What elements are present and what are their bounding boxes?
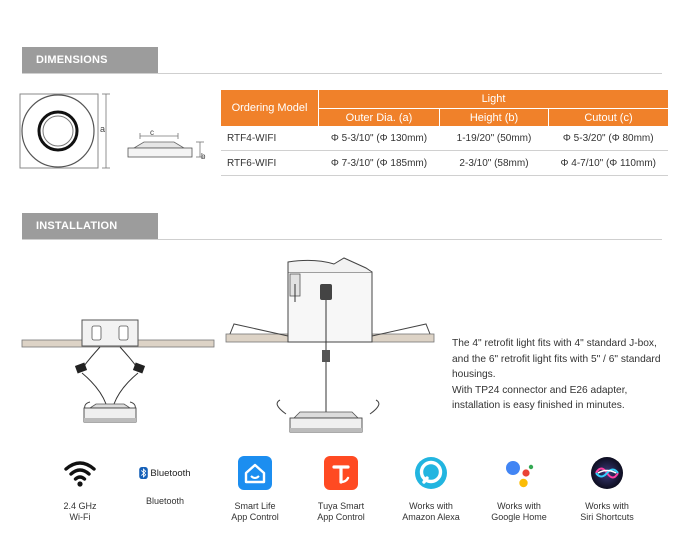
siri-icon — [590, 456, 624, 490]
installation-section-title: INSTALLATION — [22, 213, 158, 239]
dimension-c-label: c — [150, 128, 154, 137]
feature-label: Smart Life App Control — [231, 501, 279, 522]
google-assistant-icon — [502, 456, 536, 490]
installation-divider — [22, 239, 662, 240]
cell-model: RTF4-WIFI — [221, 126, 319, 151]
installation-text-2: With TP24 connector and E26 adapter, installation is easy finished in minutes. — [452, 384, 628, 411]
cell-model: RTF6-WIFI — [221, 151, 319, 176]
cell-height: 1-19/20" (50mm) — [440, 126, 549, 151]
alexa-icon — [414, 456, 448, 490]
cell-outer: Φ 7-3/10" (Φ 185mm) — [319, 151, 440, 176]
features-row — [40, 456, 660, 536]
dimensions-table — [221, 90, 668, 176]
table-row — [221, 151, 668, 176]
smart-life-app-icon — [238, 456, 272, 490]
dimensions-divider — [22, 73, 662, 74]
col-group-light: Light — [319, 90, 669, 109]
installation-description — [452, 336, 672, 414]
feature-tuya — [296, 456, 386, 523]
cell-outer: Φ 5-3/10" (Φ 130mm) — [319, 126, 440, 151]
wifi-icon — [63, 456, 97, 490]
dimensions-section-title: DIMENSIONS — [22, 47, 158, 73]
side-view-drawing — [122, 130, 212, 170]
feature-label: Works with Amazon Alexa — [402, 501, 460, 522]
dimension-a-label: a — [100, 124, 106, 134]
jbox-installation-drawing — [20, 318, 218, 428]
feature-siri — [562, 456, 652, 523]
col-cutout: Cutout (c) — [549, 109, 669, 127]
feature-label: Bluetooth — [145, 496, 185, 506]
feature-label: Tuya Smart App Control — [317, 501, 365, 522]
installation-text-1: The 4" retrofit light fits with 4" standard J-box, and the 6" retrofit light fits with 5" / 6" standard housings. — [452, 338, 661, 380]
feature-wifi — [35, 456, 125, 523]
dimension-b-label: b — [201, 152, 206, 161]
feature-bluetooth — [120, 456, 210, 507]
cell-cutout: Φ 4-7/10" (Φ 110mm) — [549, 151, 669, 176]
feature-label: Works with Google Home — [491, 501, 547, 522]
tuya-app-icon — [324, 456, 358, 490]
feature-google-home — [474, 456, 564, 523]
col-outer-dia: Outer Dia. (a) — [319, 109, 440, 127]
bluetooth-logo-icon: Bluetooth — [134, 456, 196, 490]
table-row — [221, 126, 668, 151]
cell-height: 2-3/10" (58mm) — [440, 151, 549, 176]
col-height: Height (b) — [440, 109, 549, 127]
cell-cutout: Φ 5-3/20" (Φ 80mm) — [549, 126, 669, 151]
feature-label: Works with Siri Shortcuts — [580, 501, 634, 522]
feature-smart-life — [210, 456, 300, 523]
feature-label: 2.4 GHz Wi-Fi — [63, 501, 97, 522]
col-ordering-model: Ordering Model — [221, 90, 319, 126]
housing-installation-drawing — [224, 254, 436, 434]
feature-alexa — [386, 456, 476, 523]
